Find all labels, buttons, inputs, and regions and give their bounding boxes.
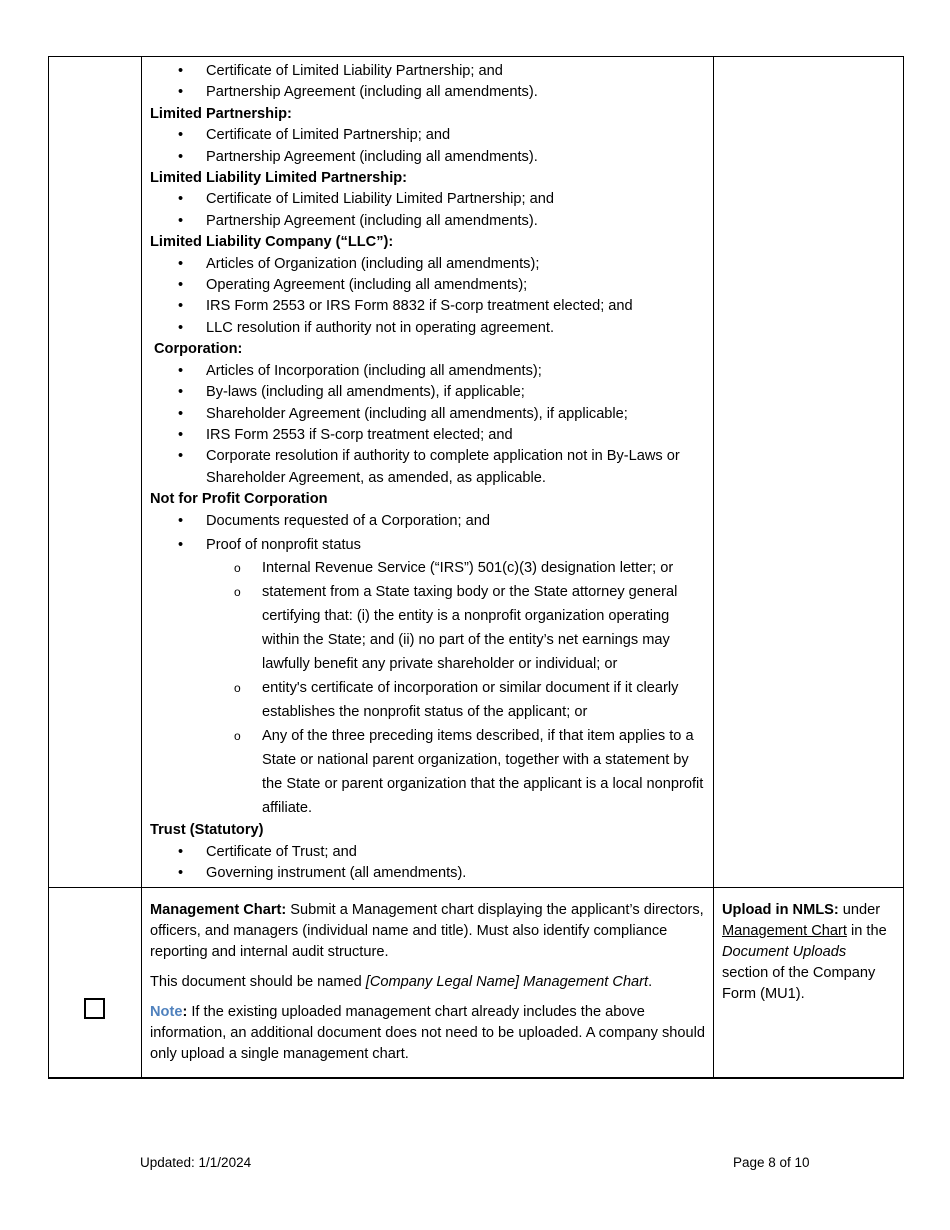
list-item: o Internal Revenue Service (“IRS”) 501(c)(3) designation letter; or <box>234 560 674 577</box>
list-item: • Certificate of Limited Partnership; and <box>178 127 451 144</box>
management-description: Management Chart: Submit a Management chart displaying the applicant’s directors, officers, and managers (individual name and title). Must also identify compliance reporting and internal audit structure. <box>150 901 704 960</box>
entity-doc-list <box>150 125 705 168</box>
list-item: • Certificate of Limited Liability Partnership; and <box>178 63 503 79</box>
list-item: • LLC resolution if authority not in operating agreement. <box>178 319 555 336</box>
list-item: • Shareholder Agreement (including all amendments), if applicable; <box>178 405 628 422</box>
upload-instructions: Upload in NMLS: under Management Chart in the Document Uploads section of the Company Form (MU1). <box>722 901 887 1002</box>
list-item: • Articles of Incorporation (including all amendments); <box>178 362 542 379</box>
section-heading: Corporation: <box>154 341 243 358</box>
upload-instructions-cell <box>714 57 904 888</box>
management-note: Note: If the existing uploaded management chart already includes the above information, an additional document does not need to be uploaded. A company should only upload a single management chart. <box>150 1003 705 1062</box>
list-item: o statement from a State taxing body or the State attorney general certifying that: (i) the entity is a nonprofit organization operating within the State; and (ii) no part of the entity’s net earnings may lawfully benefit any private shareholder or individual; or <box>234 584 678 673</box>
entity-documents-cell <box>142 57 714 888</box>
list-item: • Certificate of Limited Liability Limited Partnership; and <box>178 191 554 208</box>
list-item: o Any of the three preceding items described, if that item applies to a State or national parent organization, together with a statement by the State or parent organization that the applicant is a local nonprofit affiliate. <box>234 728 704 817</box>
footer-updated: Updated: 1/1/2024 <box>140 1155 252 1170</box>
upload-instructions-cell <box>714 887 904 1078</box>
management-chart-cell <box>142 887 714 1078</box>
nonprofit-proof-list <box>150 556 705 820</box>
table-row <box>49 57 904 888</box>
requirements-table <box>48 56 904 1079</box>
list-item: • Documents requested of a Corporation; and <box>178 512 490 529</box>
list-item: • Partnership Agreement (including all amendments). <box>178 148 538 165</box>
entity-doc-list <box>150 61 705 104</box>
section-heading: Limited Liability Company (“LLC”): <box>150 234 394 251</box>
checkbox-cell <box>49 887 142 1078</box>
list-item: • Governing instrument (all amendments). <box>178 865 467 882</box>
list-item: • IRS Form 2553 if S-corp treatment elected; and <box>178 426 513 443</box>
section-heading: Limited Partnership: <box>150 105 292 122</box>
list-item: o entity's certificate of incorporation or similar document if it clearly establishes the nonprofit status of the applicant; or <box>234 680 679 721</box>
management-chart-checkbox[interactable] <box>84 998 105 1019</box>
list-item: • By-laws (including all amendments), if applicable; <box>178 384 525 401</box>
entity-doc-list <box>150 511 705 557</box>
list-item: • Operating Agreement (including all amendments); <box>178 277 528 294</box>
table-row <box>49 887 904 1078</box>
list-item: • Certificate of Trust; and <box>178 843 357 860</box>
entity-doc-list <box>150 361 705 489</box>
section-heading: Trust (Statutory) <box>150 822 264 839</box>
list-item: • Partnership Agreement (including all amendments). <box>178 212 538 229</box>
entity-doc-list <box>150 189 705 232</box>
entity-doc-list <box>150 254 705 340</box>
list-item: • Articles of Organization (including all amendments); <box>178 255 540 272</box>
list-item: • Corporate resolution if authority to complete application not in By-Laws or Shareholder Agreement, as amended, as applicable. <box>178 448 680 486</box>
list-item: • IRS Form 2553 or IRS Form 8832 if S-corp treatment elected; and <box>178 298 633 315</box>
section-heading: Limited Liability Limited Partnership: <box>150 170 408 187</box>
management-naming: This document should be named [Company Legal Name] Management Chart. <box>150 973 653 990</box>
footer-page-number: Page 8 of 10 <box>733 1155 810 1170</box>
list-item: • Partnership Agreement (including all amendments). <box>178 84 538 101</box>
section-heading: Not for Profit Corporation <box>150 491 328 508</box>
list-item: • Proof of nonprofit status <box>178 536 361 553</box>
entity-doc-list <box>150 842 705 885</box>
checkbox-cell <box>49 57 142 888</box>
